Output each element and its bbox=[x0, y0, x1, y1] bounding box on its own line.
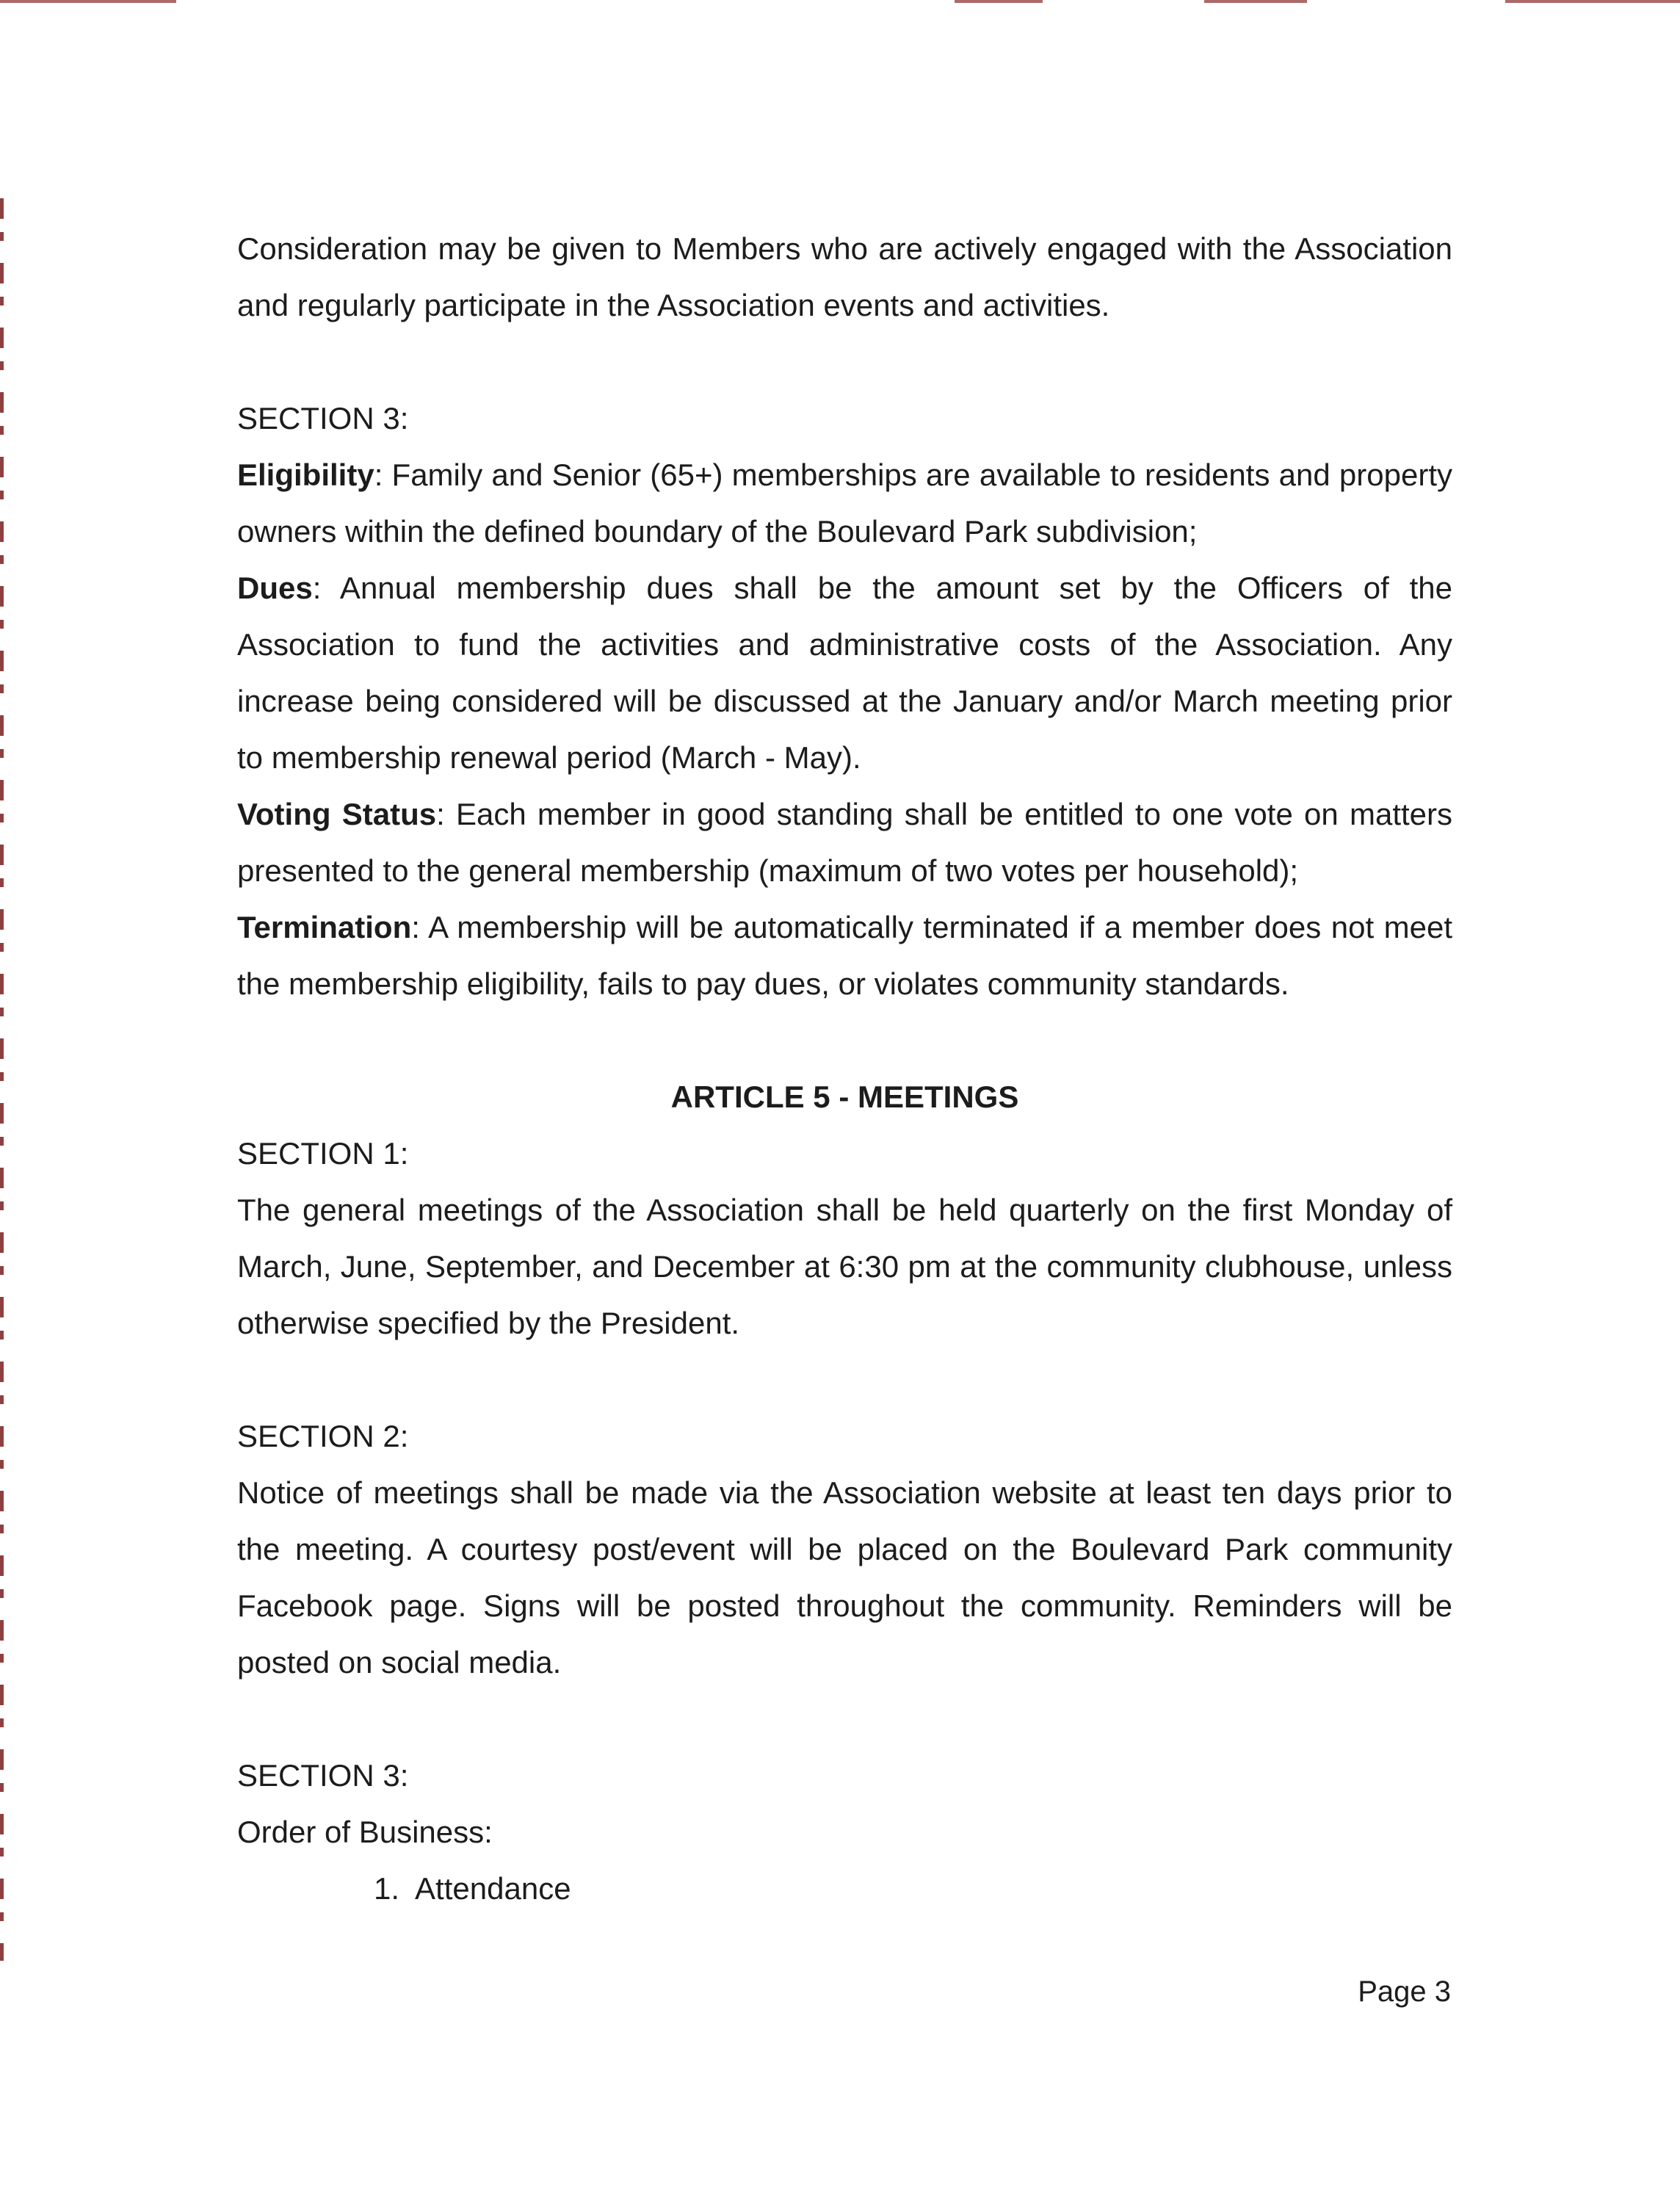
article-5-section-1-heading: SECTION 1: bbox=[237, 1136, 409, 1171]
page-number: Page 3 bbox=[1358, 1975, 1451, 2008]
consideration-paragraph: Consideration may be given to Members who are actively engaged with the Association and regularly participate in the Association events and activities. bbox=[237, 231, 1452, 322]
order-item-attendance: 1. Attendance bbox=[374, 1871, 571, 1906]
scan-edge-top bbox=[0, 0, 1680, 3]
document-body bbox=[237, 220, 1452, 1917]
article-5-section-1-text: The general meetings of the Association shall be held quarterly on the first Monday of March, June, September, and December at 6:30 pm at the community clubhouse, unless otherwise specified by the President. bbox=[237, 1193, 1452, 1340]
eligibility-text: : Family and Senior (65+) memberships are available to residents and property owners within the defined boundary of the Boulevard Park subdivision; bbox=[237, 458, 1452, 549]
voting-status-paragraph bbox=[237, 786, 1452, 899]
article-5-section-2-text: Notice of meetings shall be made via the Association website at least ten days prior to the meeting. A courtesy post/event will be placed on the Boulevard Park community Facebook page. Signs will be posted throughout the community. Reminders will be posted on social media. bbox=[237, 1475, 1452, 1680]
article-5-title: ARTICLE 5 - MEETINGS bbox=[670, 1080, 1019, 1114]
voting-status-text: : Each member in good standing shall be entitled to one vote on matters presented to the general membership (maximum of two votes per household); bbox=[237, 797, 1452, 888]
scan-edge-left bbox=[0, 198, 4, 1961]
article-5-section-2-heading: SECTION 2: bbox=[237, 1419, 409, 1453]
section-3-heading: SECTION 3: bbox=[237, 401, 409, 435]
dues-term: Dues bbox=[237, 571, 313, 605]
order-of-business-label: Order of Business: bbox=[237, 1815, 493, 1849]
article-5-section-3-heading: SECTION 3: bbox=[237, 1758, 409, 1793]
dues-paragraph bbox=[237, 560, 1452, 786]
eligibility-term: Eligibility bbox=[237, 458, 374, 492]
termination-text: : A membership will be automatically terminated if a member does not meet the membership eligibility, fails to pay dues, or violates community standards. bbox=[237, 910, 1452, 1001]
voting-status-term: Voting Status bbox=[237, 797, 437, 831]
termination-term: Termination bbox=[237, 910, 412, 944]
eligibility-paragraph bbox=[237, 446, 1452, 560]
termination-paragraph bbox=[237, 899, 1452, 1012]
dues-text: : Annual membership dues shall be the amount set by the Officers of the Association to fund the activities and administrative costs of the Association. Any increase being considered will be discussed at the January and/or March meeting prior to membership renewal period (March - May). bbox=[237, 571, 1452, 775]
